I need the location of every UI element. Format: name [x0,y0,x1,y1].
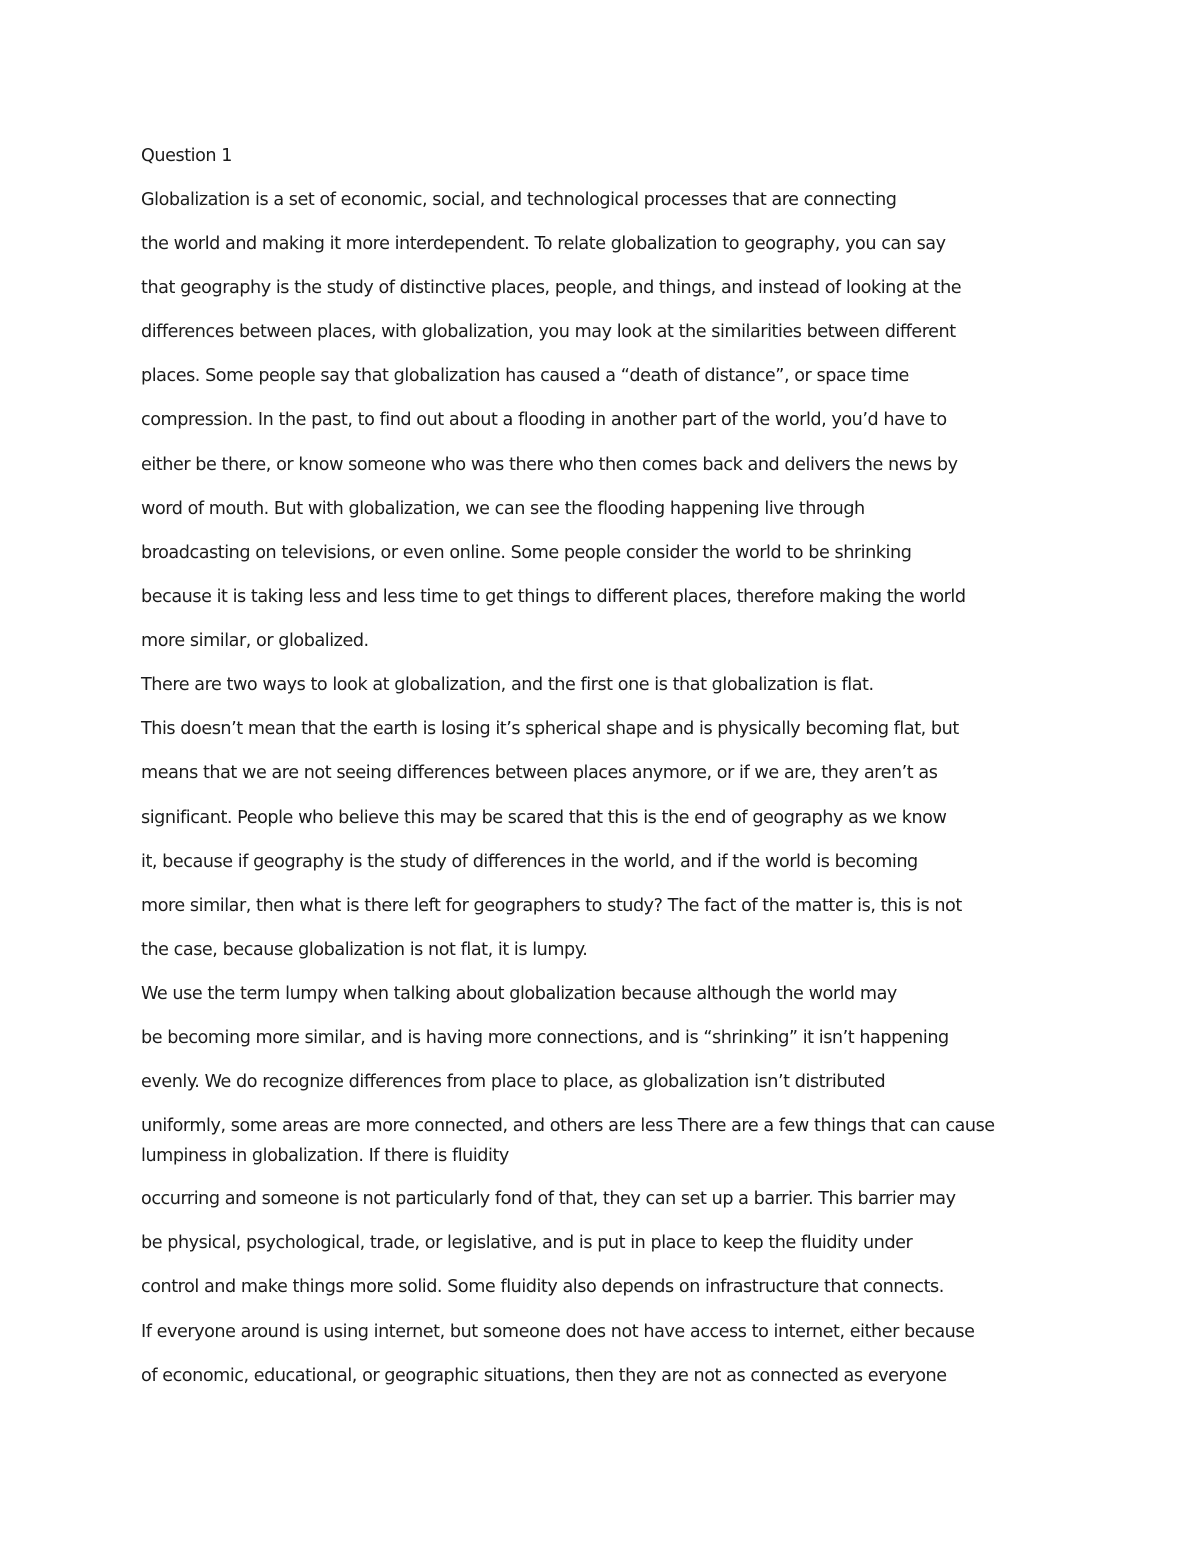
text-line-11: more similar, or globalized. [141,631,369,651]
text-line-12: There are two ways to look at globalization, and the first one is that globalization is flat. [141,675,874,695]
text-line-15: significant. People who believe this may be scared that this is the end of geography as we know [141,808,947,828]
text-line-14: means that we are not seeing differences between places anymore, or if we are, they aren’t as [141,763,938,783]
text-line-22: uniformly, some areas are more connected, and others are less There are a few things that can cause [141,1116,995,1136]
text-line-4: differences between places, with globalization, you may look at the similarities between different [141,322,956,342]
text-line-28: of economic, educational, or geographic situations, then they are not as connected as everyone [141,1366,947,1386]
text-line-24: occurring and someone is not particularly fond of that, they can set up a barrier. This barrier may [141,1189,956,1209]
text-line-21: evenly. We do recognize differences from place to place, as globalization isn’t distributed [141,1072,886,1092]
text-line-8: word of mouth. But with globalization, we can see the flooding happening live through [141,499,865,519]
text-line-9: broadcasting on televisions, or even online. Some people consider the world to be shrinking [141,543,912,563]
text-line-13: This doesn’t mean that the earth is losing it’s spherical shape and is physically becoming flat, but [141,719,959,739]
text-line-27: If everyone around is using internet, but someone does not have access to internet, either because [141,1322,975,1342]
text-line-6: compression. In the past, to find out about a flooding in another part of the world, you’d have to [141,410,947,430]
text-line-5: places. Some people say that globalization has caused a “death of distance”, or space time [141,366,909,386]
text-line-19: We use the term lumpy when talking about globalization because although the world may [141,984,897,1004]
text-line-2: the world and making it more interdependent. To relate globalization to geography, you can say [141,234,946,254]
text-line-10: because it is taking less and less time to get things to different places, therefore making the world [141,587,966,607]
heading-question-1: Question 1 [141,146,232,166]
text-line-16: it, because if geography is the study of differences in the world, and if the world is becoming [141,852,918,872]
text-line-18: the case, because globalization is not flat, it is lumpy. [141,940,588,960]
text-line-17: more similar, then what is there left for geographers to study? The fact of the matter is, this is not [141,896,962,916]
text-line-20: be becoming more similar, and is having more connections, and is “shrinking” it isn’t happening [141,1028,949,1048]
text-line-25: be physical, psychological, trade, or legislative, and is put in place to keep the fluidity under [141,1233,913,1253]
text-line-23: lumpiness in globalization. If there is fluidity [141,1146,509,1166]
text-line-1: Globalization is a set of economic, social, and technological processes that are connecting [141,190,897,210]
text-line-26: control and make things more solid. Some fluidity also depends on infrastructure that connects. [141,1277,944,1297]
text-line-3: that geography is the study of distinctive places, people, and things, and instead of looking at the [141,278,962,298]
text-line-7: either be there, or know someone who was there who then comes back and delivers the news by [141,455,958,475]
